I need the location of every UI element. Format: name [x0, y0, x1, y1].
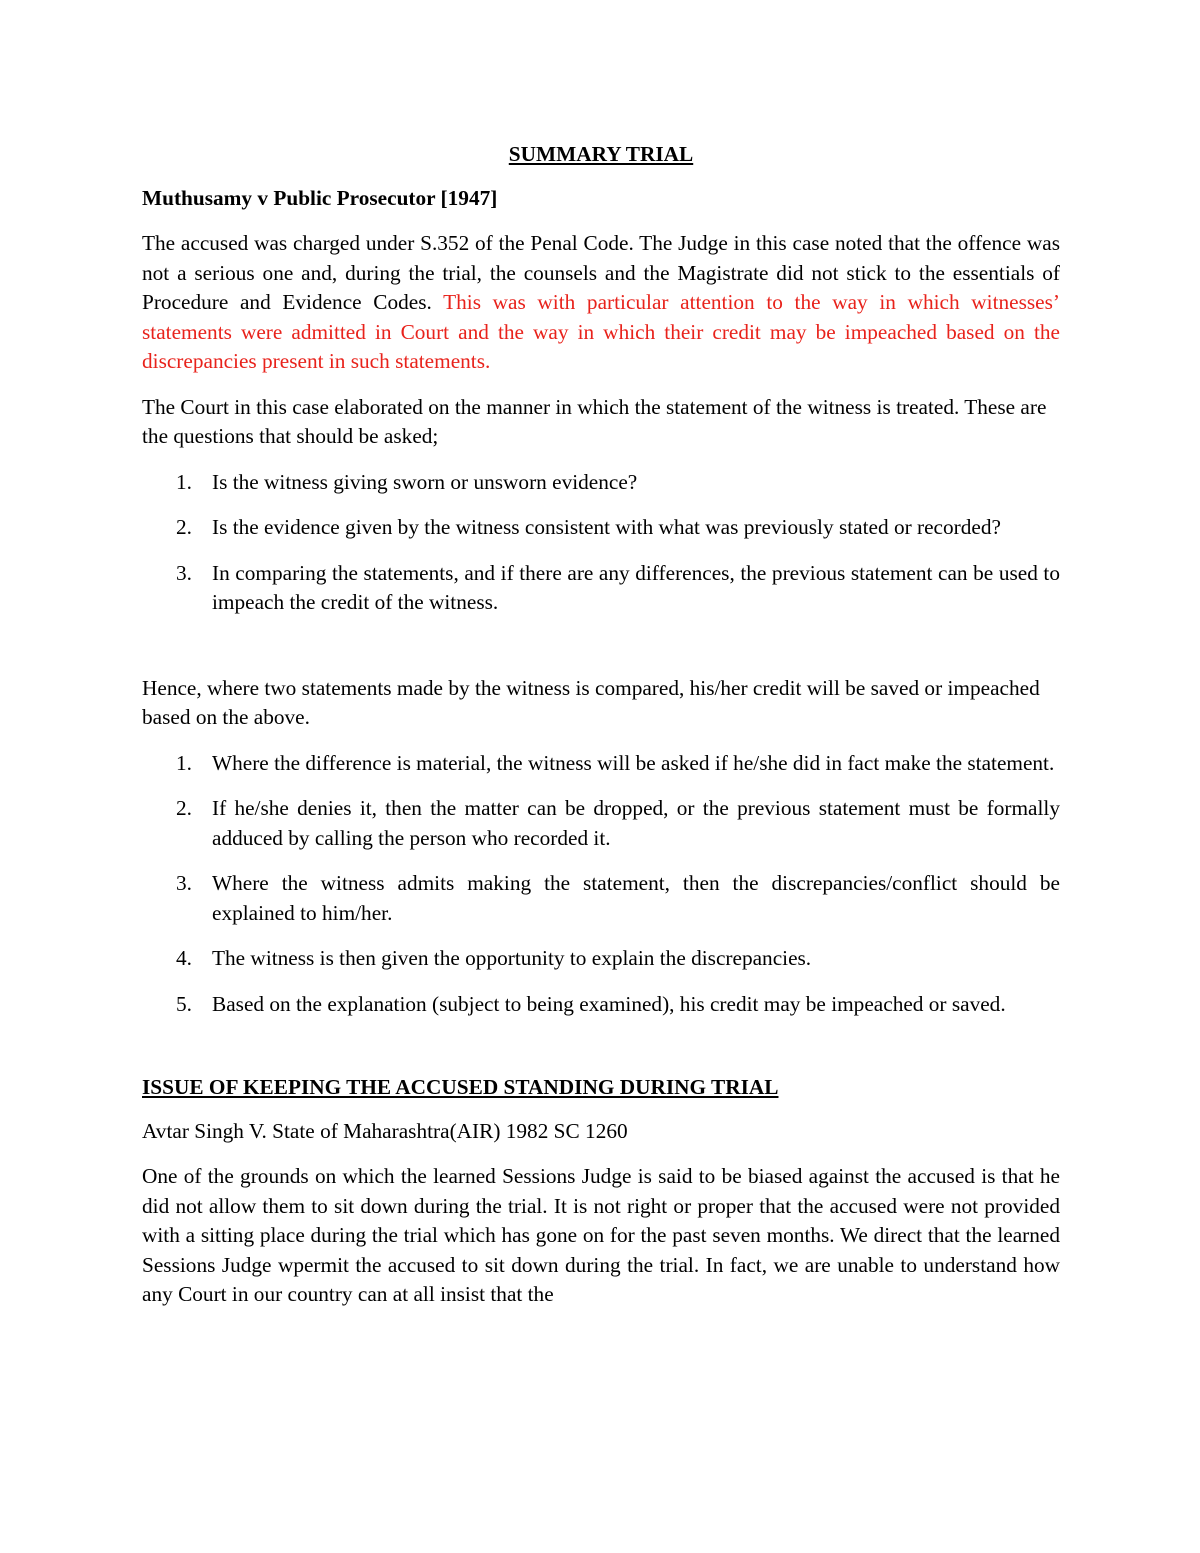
list-item-text: Is the evidence given by the witness consistent with what was previously stated or recorded? — [212, 515, 1001, 539]
document-body — [142, 140, 1060, 1326]
questions-list — [142, 468, 1060, 618]
comparison-paragraph: Hence, where two statements made by the witness is compared, his/her credit will be saved or impeached based on the above. — [142, 675, 1040, 729]
list-number: 5. — [176, 991, 192, 1016]
highlighted-text: This was with particular attention to the way in which witnesses’ statements were admitted in Court and the way in which their credit may be impeached based on the discrepancies present in such statements. — [142, 290, 1060, 373]
list-item — [142, 559, 1060, 618]
case-citation-avtar-singh: Avtar Singh V. State of Maharashtra(AIR) 1982 SC 1260 — [142, 1118, 628, 1143]
list-number: 2. — [176, 796, 192, 820]
list-number: 3. — [176, 560, 192, 585]
list-number: 3. — [176, 871, 192, 895]
list-item — [142, 749, 1060, 779]
list-item-text: The witness is then given the opportunity to explain the discrepancies. — [212, 946, 812, 970]
list-item-text: Based on the explanation (subject to being examined), his credit may be impeached or saved. — [212, 991, 1006, 1016]
steps-list — [142, 749, 1060, 1020]
list-number: 1. — [176, 469, 192, 494]
list-item — [142, 794, 1060, 853]
section-heading: ISSUE OF KEEPING THE ACCUSED STANDING DURING TRIAL — [142, 1075, 779, 1099]
list-number: 2. — [176, 515, 192, 539]
list-item-text: Where the witness admits making the statement, then the discrepancies/conflict should be explained to him/her. — [212, 871, 1060, 925]
list-item-text: Where the difference is material, the witness will be asked if he/she did in fact make the statement. — [212, 750, 1055, 775]
list-number: 1. — [176, 750, 192, 775]
case-summary-text: The accused was charged under S.352 of the Penal Code. The Judge in this case noted that the offence was not a serious one and, during the trial, the counsels and the Magistrate did not stick to the essentials of Procedure and Evidence Codes. — [142, 231, 1060, 314]
case-citation-muthusamy: Muthusamy v Public Prosecutor [1947] — [142, 185, 498, 210]
court-elaboration-paragraph: The Court in this case elaborated on the manner in which the statement of the witness is treated. These are the questions that should be asked; — [142, 394, 1047, 448]
judgment-paragraph: One of the grounds on which the learned Sessions Judge is said to be biased against the accused is that he did not allow them to sit down during the trial. It is not right or proper that the accused were not provided with a sitting place during the trial which has gone on for the past seven months. We direct that the learned Sessions Judge wpermit the accused to sit down during the trial. In fact, we are unable to understand how any Court in our country can at all insist that the — [142, 1164, 1060, 1306]
list-item — [142, 468, 1060, 498]
list-item-text: Is the witness giving sworn or unsworn evidence? — [212, 469, 638, 494]
list-item — [142, 869, 1060, 928]
list-item-text: If he/she denies it, then the matter can be dropped, or the previous statement must be formally adduced by calling the person who recorded it. — [212, 796, 1060, 850]
list-item-text: In comparing the statements, and if there are any differences, the previous statement can be used to impeach the credit of the witness. — [212, 560, 1060, 614]
list-item — [142, 944, 1060, 974]
page-title: SUMMARY TRIAL — [508, 142, 694, 166]
list-item — [142, 990, 1060, 1020]
list-number: 4. — [176, 946, 192, 970]
case-summary-paragraph — [142, 229, 1060, 377]
list-item — [142, 513, 1060, 543]
spacer — [142, 634, 1060, 674]
spacer — [142, 1035, 1060, 1073]
